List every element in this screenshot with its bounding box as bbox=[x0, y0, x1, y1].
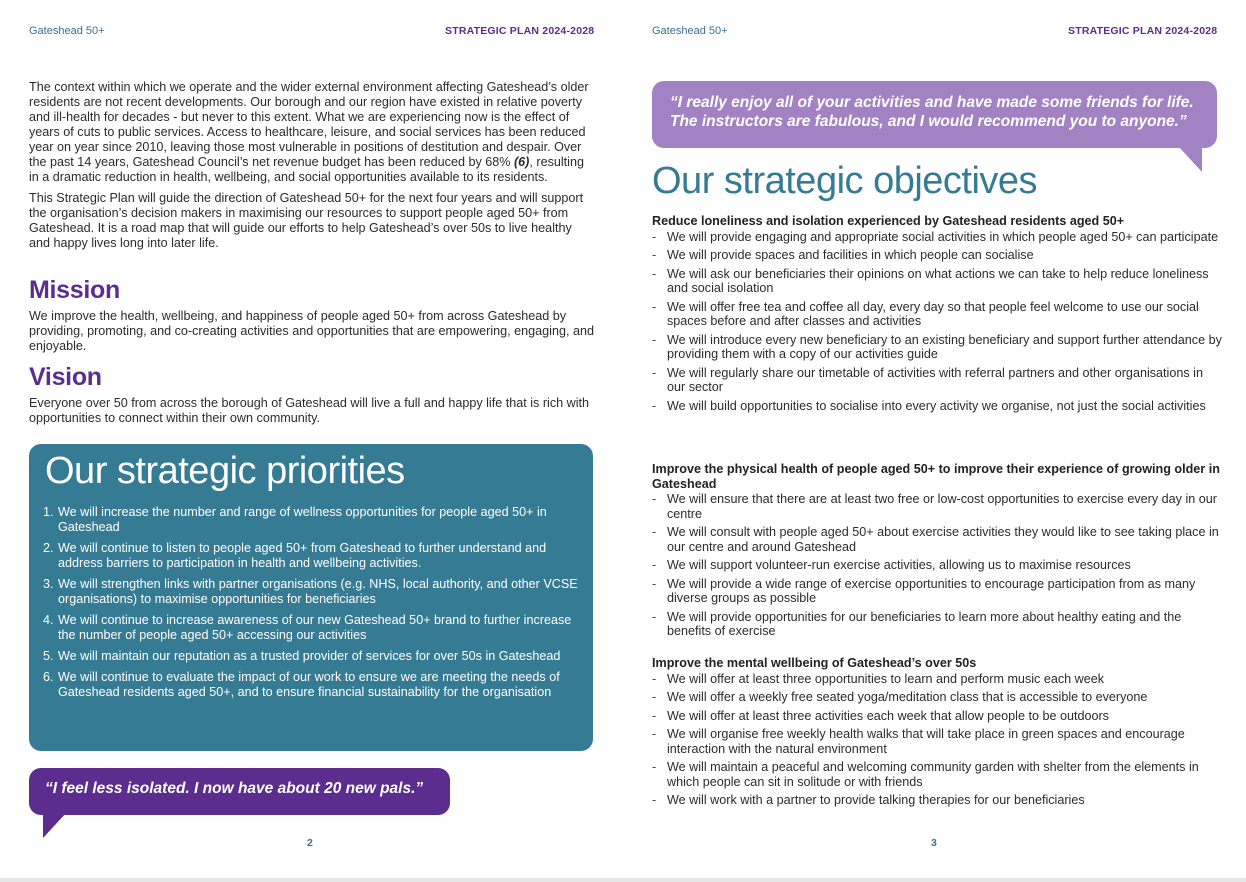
list-item bbox=[652, 727, 1222, 756]
dash-marker: - bbox=[652, 609, 657, 624]
dash-marker: - bbox=[652, 248, 657, 262]
list-item-text: We will offer at least three activities each week that allow people to be outdoors bbox=[667, 708, 1109, 723]
list-item-text: We will offer free tea and coffee all day, every day so that people feel welcome to use our social spaces before and after classes and activities bbox=[667, 299, 1199, 328]
vision-text: Everyone over 50 from across the borough of Gateshead will live a full and happy life that is rich with opportunities to connect within their own community. bbox=[29, 396, 590, 425]
dash-marker: - bbox=[652, 793, 657, 807]
dash-marker: - bbox=[652, 492, 657, 506]
dash-marker: - bbox=[652, 727, 657, 741]
list-item bbox=[652, 558, 1222, 573]
intro-text bbox=[29, 80, 595, 257]
list-item bbox=[652, 709, 1222, 724]
list-item bbox=[652, 793, 1222, 808]
list-item-text: We will ensure that there are at least two free or low-cost opportunities to exercise every day in our centre bbox=[667, 492, 1217, 521]
list-item bbox=[652, 577, 1222, 606]
intro-paragraph-2: This Strategic Plan will guide the direction of Gateshead 50+ for the next four years and will support the organisation’s decision makers in maximising our resources to support people aged 50+ from Gateshead. It is a road map that will guide our efforts to help Gateshead’s over 50s to live healthy and happy lives long into later life. bbox=[29, 191, 584, 250]
priority-text: We will continue to evaluate the impact of our work to ensure we are meeting the needs of Gateshead residents aged 50+, and to ensure financial sustainability for the organisation bbox=[58, 670, 560, 699]
footnote-ref: (6) bbox=[513, 155, 530, 169]
list-item bbox=[652, 399, 1222, 414]
list-item-text: We will support volunteer-run exercise activities, allowing us to maximise resources bbox=[667, 558, 1131, 572]
dash-marker: - bbox=[652, 558, 657, 572]
priority-number: 6. bbox=[43, 670, 54, 684]
objective-heading: Improve the mental wellbeing of Gateshead’s over 50s bbox=[652, 656, 977, 670]
list-item bbox=[652, 525, 1222, 554]
list-item-text: We will regularly share our timetable of activities with referral partners and other organisations in our sector bbox=[667, 365, 1203, 394]
priorities-box bbox=[29, 444, 593, 751]
list-item-text: We will ask our beneficiaries their opinions on what actions we can take to help reduce loneliness and social isolation bbox=[667, 266, 1209, 295]
priority-number: 1. bbox=[43, 505, 54, 519]
list-item-text: We will provide engaging and appropriate social activities in which people aged 50+ can participate bbox=[667, 229, 1219, 244]
dash-marker: - bbox=[652, 525, 657, 539]
list-item-text: We will provide spaces and facilities in which people can socialise bbox=[667, 248, 1034, 262]
dash-marker: - bbox=[652, 332, 657, 347]
list-item bbox=[652, 300, 1222, 329]
list-item-text: We will build opportunities to socialise into every activity we organise, not just the social activities bbox=[667, 398, 1206, 413]
list-item-text: We will offer at least three opportunities to learn and perform music each week bbox=[667, 671, 1105, 686]
list-item bbox=[652, 333, 1222, 362]
bottom-divider bbox=[0, 878, 1246, 882]
header-brand: Gateshead 50+ bbox=[652, 25, 728, 37]
list-item bbox=[652, 760, 1222, 789]
list-item bbox=[652, 690, 1222, 705]
dash-marker: - bbox=[652, 365, 657, 380]
dash-marker: - bbox=[652, 671, 657, 686]
priority-text: We will continue to listen to people aged 50+ from Gateshead to further understand and address barriers to participation in health and wellbeing activities. bbox=[58, 541, 547, 570]
priority-text: We will increase the number and range of wellness opportunities for people aged 50+ in Gateshead bbox=[58, 505, 547, 534]
dash-marker: - bbox=[652, 708, 657, 723]
list-item bbox=[652, 610, 1222, 639]
list-item-text: We will introduce every new beneficiary to an existing beneficiary and support further attendance by providing them with a copy of our activities guide bbox=[667, 332, 1222, 361]
priority-text: We will continue to increase awareness of our new Gateshead 50+ brand to further increase the number of people aged 50+ accessing our activities bbox=[58, 613, 572, 642]
dash-marker: - bbox=[652, 398, 657, 413]
header-title: STRATEGIC PLAN 2024-2028 bbox=[1068, 25, 1218, 37]
priority-item bbox=[43, 670, 583, 700]
intro-paragraph-1-tail: , resulting in a dramatic reduction in health, wellbeing, and social opportunities available to its residents. bbox=[29, 155, 584, 184]
priorities-title: Our strategic priorities bbox=[45, 450, 405, 492]
speech-tail-icon bbox=[1178, 146, 1202, 172]
list-item bbox=[652, 672, 1222, 687]
intro-paragraph-1 bbox=[29, 80, 595, 185]
list-item-text: We will offer a weekly free seated yoga/meditation class that is accessible to everyone bbox=[667, 690, 1148, 704]
quote-bubble-right: “I really enjoy all of your activities and have made some friends for life. The instructors are fabulous, and I would recommend you to anyone.” bbox=[652, 81, 1217, 148]
objective-heading: Improve the physical health of people aged 50+ to improve their experience of growing older in Gateshead bbox=[652, 462, 1220, 491]
priority-item bbox=[43, 613, 583, 643]
header-title: STRATEGIC PLAN 2024-2028 bbox=[445, 25, 595, 37]
priority-number: 5. bbox=[43, 649, 54, 663]
mission-text: We improve the health, wellbeing, and happiness of people aged 50+ from across Gateshead by providing, promoting, and co-creating activities and opportunities that are empowering, engaging, and enjoyable. bbox=[29, 309, 594, 353]
list-item-text: We will provide a wide range of exercise opportunities to encourage participation from as many diverse groups as possible bbox=[667, 576, 1196, 605]
priority-number: 3. bbox=[43, 577, 54, 591]
objective-section-mental bbox=[652, 656, 1222, 812]
dash-marker: - bbox=[652, 229, 657, 244]
list-item-text: We will work with a partner to provide talking therapies for our beneficiaries bbox=[667, 793, 1085, 807]
priority-number: 4. bbox=[43, 613, 54, 627]
priority-text: We will strengthen links with partner organisations (e.g. NHS, local authority, and other VCSE organisations) to maximise opportunities for beneficiaries bbox=[58, 577, 578, 606]
dash-marker: - bbox=[652, 690, 657, 704]
objective-list bbox=[652, 672, 1222, 808]
header-brand: Gateshead 50+ bbox=[29, 25, 105, 37]
page-number-right: 3 bbox=[931, 837, 937, 849]
priority-item bbox=[43, 505, 583, 535]
priority-item bbox=[43, 541, 583, 571]
dash-marker: - bbox=[652, 760, 657, 774]
list-item-text: We will provide opportunities for our beneficiaries to learn more about healthy eating and the benefits of exercise bbox=[667, 609, 1182, 638]
dash-marker: - bbox=[652, 299, 657, 314]
list-item bbox=[652, 248, 1222, 263]
list-item bbox=[652, 366, 1222, 395]
priority-text: We will maintain our reputation as a trusted provider of services for over 50s in Gateshead bbox=[58, 649, 561, 663]
objective-section-loneliness bbox=[652, 214, 1222, 417]
list-item-text: We will consult with people aged 50+ about exercise activities they would like to see taking place in our centre and around Gateshead bbox=[667, 525, 1219, 554]
page-number-left: 2 bbox=[307, 837, 313, 849]
list-item-text: We will organise free weekly health walks that will take place in green spaces and encourage interaction with the natural environment bbox=[667, 727, 1185, 756]
list-item bbox=[652, 230, 1222, 245]
priority-item bbox=[43, 577, 583, 607]
dash-marker: - bbox=[652, 266, 657, 281]
speech-tail-icon bbox=[43, 812, 67, 838]
objective-heading: Reduce loneliness and isolation experienced by Gateshead residents aged 50+ bbox=[652, 214, 1125, 228]
vision-heading: Vision bbox=[29, 363, 102, 391]
dash-marker: - bbox=[652, 576, 657, 591]
mission-heading: Mission bbox=[29, 276, 120, 304]
objective-list bbox=[652, 230, 1222, 414]
list-item-text: We will maintain a peaceful and welcoming community garden with shelter from the elements in which people can sit in solitude or with friends bbox=[667, 760, 1199, 789]
priority-item bbox=[43, 649, 583, 664]
objectives-title: Our strategic objectives bbox=[652, 160, 1038, 202]
quote-bubble-left: “I feel less isolated. I now have about 20 new pals.” bbox=[29, 768, 450, 815]
intro-paragraph-1-main: The context within which we operate and the wider external environment affecting Gateshead’s older residents are not recent developments. Our borough and our region have existed in relative poverty and ill-health for decades - but never to this extent. What we are experiencing now is the effect of years of cuts to public services. Access to healthcare, leisure, and social services has been reduced year on year since 2010, leaving those most vulnerable in positions of destitution and despair. Over the past 14 years, Gateshead Council’s net revenue budget has been reduced by 68% bbox=[29, 80, 589, 169]
priorities-list bbox=[43, 505, 583, 706]
priority-number: 2. bbox=[43, 541, 54, 555]
objective-list bbox=[652, 492, 1222, 639]
list-item bbox=[652, 267, 1222, 296]
list-item bbox=[652, 492, 1222, 521]
objective-section-physical bbox=[652, 462, 1222, 643]
